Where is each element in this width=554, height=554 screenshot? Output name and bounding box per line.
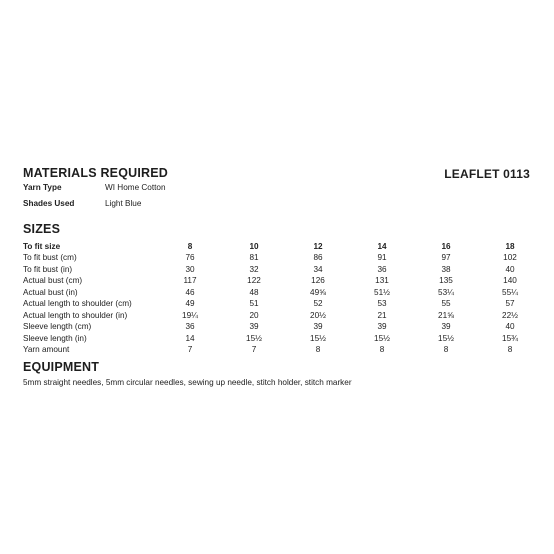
table-cell: 20½ xyxy=(310,310,326,320)
row-label: To fit size xyxy=(23,242,61,251)
table-cell: 8 xyxy=(507,345,513,355)
table-row xyxy=(23,264,542,275)
sizes-table xyxy=(23,241,542,356)
table-cell: 51 xyxy=(249,299,259,309)
row-label: Yarn amount xyxy=(23,345,70,355)
table-cell: 102 xyxy=(503,253,517,263)
table-cell: 15½ xyxy=(438,333,454,343)
table-cell: 76 xyxy=(185,253,195,263)
table-cell: 36 xyxy=(185,322,195,332)
table-row xyxy=(23,252,542,263)
table-cell: 140 xyxy=(503,276,517,286)
table-cell: 10 xyxy=(249,242,259,251)
row-label: Sleeve length (in) xyxy=(23,333,87,343)
row-label: Actual bust (cm) xyxy=(23,276,83,286)
table-cell: 7 xyxy=(187,345,193,355)
row-label: To fit bust (in) xyxy=(23,264,73,274)
table-cell: 15¾ xyxy=(502,333,518,343)
table-cell: 19¼ xyxy=(182,310,198,320)
table-cell: 48 xyxy=(249,287,259,297)
row-label: Actual length to shoulder (cm) xyxy=(23,299,132,309)
table-cell: 22½ xyxy=(502,310,518,320)
yarn-type-label: Yarn Type xyxy=(23,183,62,192)
table-cell: 15½ xyxy=(246,333,262,343)
shades-row xyxy=(23,199,141,208)
row-label: Actual length to shoulder (in) xyxy=(23,310,128,320)
table-cell: 14 xyxy=(185,333,195,343)
table-row xyxy=(23,287,542,298)
table-cell: 15½ xyxy=(374,333,390,343)
table-cell: 53¼ xyxy=(438,287,454,297)
table-cell: 8 xyxy=(315,345,321,355)
table-cell: 97 xyxy=(441,253,451,263)
table-cell: 38 xyxy=(441,264,451,274)
table-cell: 14 xyxy=(377,242,387,251)
table-cell: 40 xyxy=(505,322,515,332)
shades-value: Light Blue xyxy=(105,199,142,208)
table-cell: 36 xyxy=(377,264,387,274)
row-label: Actual bust (in) xyxy=(23,287,78,297)
table-cell: 55 xyxy=(441,299,451,309)
table-cell: 49 xyxy=(185,299,195,309)
row-label: To fit bust (cm) xyxy=(23,253,77,263)
table-cell: 53 xyxy=(377,299,387,309)
table-cell: 86 xyxy=(313,253,323,263)
equipment-list: 5mm straight needles, 5mm circular needles, sewing up needle, stitch holder, stitch marker xyxy=(23,378,352,387)
table-cell: 46 xyxy=(185,287,195,297)
yarn-type-row xyxy=(23,183,166,192)
table-row xyxy=(23,310,542,321)
table-cell: 49⅝ xyxy=(310,287,326,297)
table-cell: 7 xyxy=(251,345,257,355)
table-row xyxy=(23,344,542,355)
table-cell: 131 xyxy=(375,276,389,286)
table-cell: 34 xyxy=(313,264,323,274)
table-cell: 52 xyxy=(313,299,323,309)
table-cell: 126 xyxy=(311,276,325,286)
table-cell: 117 xyxy=(183,276,197,286)
table-cell: 21 xyxy=(377,310,387,320)
table-cell: 21⅝ xyxy=(438,310,454,320)
table-cell: 122 xyxy=(247,276,261,286)
table-row xyxy=(23,275,542,286)
table-cell: 32 xyxy=(249,264,259,274)
table-cell: 8 xyxy=(443,345,449,355)
table-cell: 20 xyxy=(249,310,259,320)
equipment-heading: EQUIPMENT xyxy=(23,360,100,374)
table-row xyxy=(23,333,542,344)
table-cell: 81 xyxy=(249,253,259,263)
table-cell: 39 xyxy=(377,322,387,332)
table-row xyxy=(23,241,542,252)
table-cell: 8 xyxy=(187,242,193,251)
row-label: Sleeve length (cm) xyxy=(23,322,92,332)
table-cell: 16 xyxy=(441,242,451,251)
yarn-type-value: WI Home Cotton xyxy=(105,183,166,192)
table-cell: 51½ xyxy=(374,287,390,297)
table-cell: 30 xyxy=(185,264,195,274)
table-cell: 55¼ xyxy=(502,287,518,297)
table-row xyxy=(23,321,542,332)
table-cell: 39 xyxy=(441,322,451,332)
shades-label: Shades Used xyxy=(23,199,75,208)
table-cell: 91 xyxy=(377,253,387,263)
table-cell: 12 xyxy=(313,242,323,251)
table-cell: 40 xyxy=(505,264,515,274)
table-cell: 135 xyxy=(439,276,453,286)
table-cell: 39 xyxy=(313,322,323,332)
table-cell: 39 xyxy=(249,322,259,332)
table-cell: 15½ xyxy=(310,333,326,343)
materials-heading: MATERIALS REQUIRED xyxy=(23,166,169,180)
leaflet-number: LEAFLET 0113 xyxy=(444,167,530,181)
table-cell: 18 xyxy=(505,242,515,251)
table-cell: 57 xyxy=(505,299,515,309)
table-row xyxy=(23,298,542,309)
table-cell: 8 xyxy=(379,345,385,355)
sizes-heading: SIZES xyxy=(23,222,61,236)
